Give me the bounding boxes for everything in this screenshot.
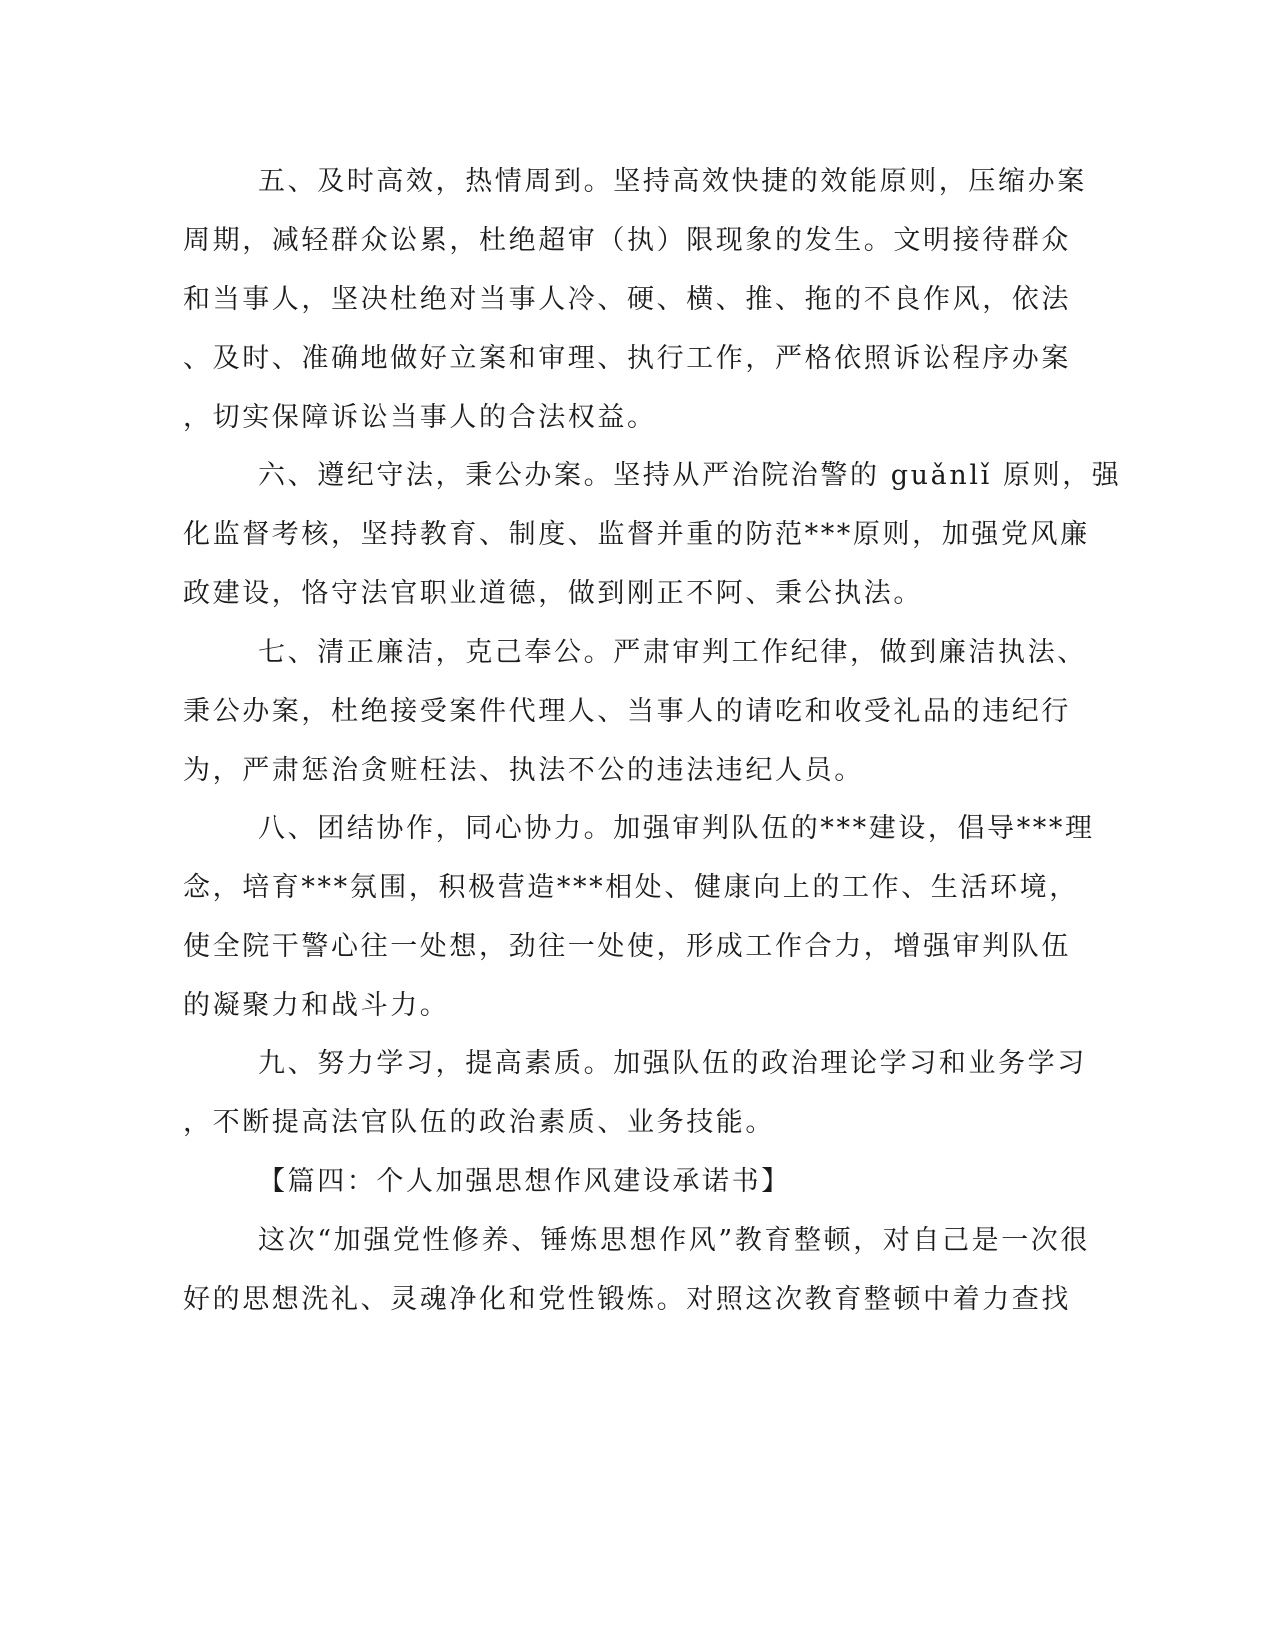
paragraph-8-line-3: 使全院干警心往一处想，劲往一处使，形成工作合力，增强审判队伍 (183, 931, 1071, 962)
paragraph-6-line-1: 六、遵纪守法，秉公办案。坚持从严治院治警的 guǎnlǐ 原则，强 (258, 460, 1122, 491)
paragraph-8-line-1: 八、团结协作，同心协力。加强审判队伍的***建设，倡导***理 (258, 813, 1095, 844)
section-heading: 【篇四：个人加强思想作风建设承诺书】 (258, 1166, 791, 1197)
paragraph-5-line-3: 和当事人，坚决杜绝对当事人冷、硬、横、推、拖的不良作风，依法 (183, 284, 1071, 315)
paragraph-7-line-3: 为，严肃惩治贪赃枉法、执法不公的违法违纪人员。 (183, 755, 864, 786)
section-paragraph-line-1: 这次“加强党性修养、锤炼思想作风”教育整顿，对自己是一次很 (258, 1225, 1091, 1256)
paragraph-5-line-1: 五、及时高效，热情周到。坚持高效快捷的效能原则，压缩办案 (258, 166, 1087, 197)
paragraph-5-line-4: 、及时、准确地做好立案和审理、执行工作，严格依照诉讼程序办案 (183, 343, 1071, 374)
paragraph-8-line-4: 的凝聚力和战斗力。 (183, 990, 450, 1021)
paragraph-6-line-2: 化监督考核，坚持教育、制度、监督并重的防范***原则，加强党风廉 (183, 519, 1090, 550)
paragraph-5-line-5: ，切实保障诉讼当事人的合法权益。 (183, 402, 657, 433)
paragraph-8-line-2: 念，培育***氛围，积极营造***相处、健康向上的工作、生活环境， (183, 872, 1079, 903)
paragraph-5-line-2: 周期，减轻群众讼累，杜绝超审（执）限现象的发生。文明接待群众 (183, 225, 1071, 256)
paragraph-9-line-2: ，不断提高法官队伍的政治素质、业务技能。 (183, 1107, 775, 1138)
paragraph-9-line-1: 九、努力学习，提高素质。加强队伍的政治理论学习和业务学习 (258, 1048, 1087, 1079)
section-paragraph-line-2: 好的思想洗礼、灵魂净化和党性锻炼。对照这次教育整顿中着力查找 (183, 1284, 1071, 1315)
paragraph-7-line-1: 七、清正廉洁，克己奉公。严肃审判工作纪律，做到廉洁执法、 (258, 637, 1087, 668)
paragraph-6-line-3: 政建设，恪守法官职业道德，做到刚正不阿、秉公执法。 (183, 578, 923, 609)
paragraph-7-line-2: 秉公办案，杜绝接受案件代理人、当事人的请吃和收受礼品的违纪行 (183, 696, 1071, 727)
